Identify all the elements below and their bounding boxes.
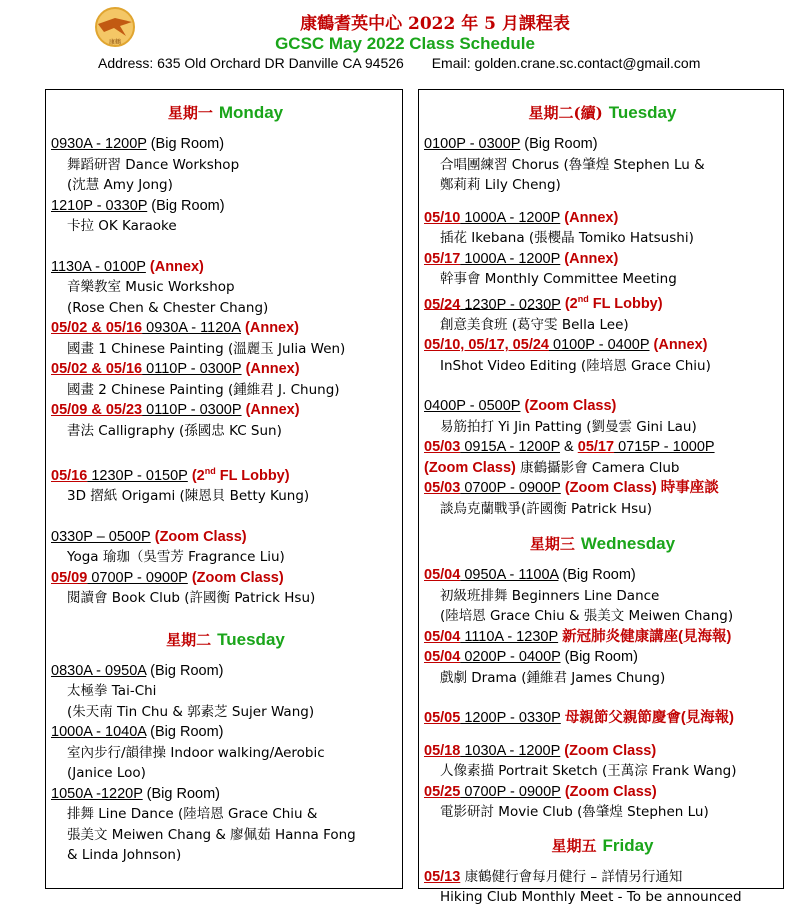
tuesday-class-time: 05/17 1000A - 1200P (Annex) xyxy=(424,250,619,267)
tuesday-class-name: InShot Video Editing (陸培恩 Grace Chiu) xyxy=(440,357,711,374)
monday-class-name: Yoga 瑜珈（吳雪芳 Fragrance Liu) xyxy=(67,549,285,566)
tuesday-class-teacher: (Janice Loo) xyxy=(67,765,146,782)
email-text: Email: golden.crane.sc.contact@gmail.com xyxy=(431,55,701,71)
monday-class-time: 1130A - 0100P (Annex) xyxy=(51,258,204,275)
monday-class-time: 0330P – 0500P (Zoom Class) xyxy=(51,528,247,545)
monday-class-name: 舞蹈研習 Dance Workshop xyxy=(67,156,240,173)
monday-class-time: 05/16 1230P - 0150P (2nd FL Lobby) xyxy=(51,466,290,484)
monday-class-teacher: (Rose Chen & Chester Chang) xyxy=(67,299,269,316)
monday-class-name: 閱讀會 Book Club (許國衡 Patrick Hsu) xyxy=(67,590,316,607)
tuesday-class-name: 插花 Ikebana (張櫻晶 Tomiko Hatsushi) xyxy=(440,230,694,246)
tuesday-class-time: 1050A -1220P (Big Room) xyxy=(51,785,221,802)
monday-class-name: 書法 Calligraphy (孫國忠 KC Sun) xyxy=(67,422,282,439)
day-heading-tuesday-cont: 星期二(續) Tuesday xyxy=(528,103,677,122)
monday-class-name: 國畫 2 Chinese Painting (鍾維君 J. Chung) xyxy=(67,381,340,398)
monday-class-time: 05/02 & 05/16 0110P - 0300P (Annex) xyxy=(51,361,300,377)
tuesday-class-teacher: (朱天南 Tin Chu & 郭素芝 Sujer Wang) xyxy=(67,703,315,720)
wednesday-class-time: 05/05 1200P - 0330P 母親節父親節慶會(見海報) xyxy=(424,710,734,727)
address-line xyxy=(98,55,700,71)
tuesday-class-time: 05/10, 05/17, 05/24 0100P - 0400P (Annex) xyxy=(424,337,708,354)
monday-class-time: 05/09 0700P - 0900P (Zoom Class) xyxy=(51,569,284,586)
monday-class-teacher: (沈慧 Amy Jong) xyxy=(67,177,173,193)
left-column xyxy=(45,89,403,889)
wednesday-class-time: 05/18 1030A - 1200P (Zoom Class) xyxy=(424,742,657,759)
day-heading-wednesday: 星期三 Wednesday xyxy=(529,534,676,554)
day-heading-friday: 星期五 Friday xyxy=(551,835,654,855)
address-text: Address: 635 Old Orchard DR Danville CA 94526 xyxy=(98,55,404,71)
tuesday-class-time: 0830A - 0950A (Big Room) xyxy=(51,662,224,679)
tuesday-class-time: 0400P - 0500P (Zoom Class) xyxy=(424,398,617,415)
tuesday-class-name: (Zoom Class) 康鶴攝影會 Camera Club xyxy=(424,459,680,476)
tuesday-class-name: 合唱團練習 Chorus (魯肇煌 Stephen Lu & xyxy=(440,156,705,173)
friday-class-name: Hiking Club Monthly Meet - To be announced xyxy=(440,889,742,906)
tuesday-class-time: 0100P - 0300P (Big Room) xyxy=(424,136,598,152)
monday-class-name: 3D 摺紙 Origami (陳恩貝 Betty Kung) xyxy=(67,488,310,505)
tuesday-class-name: 太極拳 Tai-Chi xyxy=(67,683,157,700)
tuesday-class-teacher: & Linda Johnson) xyxy=(67,847,182,864)
tuesday-class-time: 1000A - 1040A (Big Room) xyxy=(51,724,224,741)
monday-class-time: 1210P - 0330P (Big Room) xyxy=(51,197,225,214)
wednesday-class-time: 05/25 0700P - 0900P (Zoom Class) xyxy=(424,783,657,800)
tuesday-class-name: 幹事會 Monthly Committee Meeting xyxy=(440,271,677,287)
wednesday-class-name: 戲劇 Drama (鍾維君 James Chung) xyxy=(440,669,666,686)
wednesday-class-teacher: (陸培恩 Grace Chiu & 張美文 Meiwen Chang) xyxy=(440,608,734,625)
tuesday-class-name: 易筋拍打 Yi Jin Patting (劉曼雲 Gini Lau) xyxy=(440,418,697,435)
monday-class-time: 05/02 & 05/16 0930A - 1120A (Annex) xyxy=(51,320,300,336)
tuesday-class-time: 05/03 0915A - 1200P & 05/17 0715P - 1000P xyxy=(424,439,715,456)
tuesday-class-time: 05/10 1000A - 1200P (Annex) xyxy=(424,209,619,226)
wednesday-class-name: 人像素描 Portrait Sketch (王萬淙 Frank Wang) xyxy=(440,763,737,780)
monday-class-name: 音樂教室 Music Workshop xyxy=(67,279,235,295)
tuesday-class-name: 創意美食班 (葛守雯 Bella Lee) xyxy=(440,316,629,333)
monday-class-time: 05/09 & 05/23 0110P - 0300P (Annex) xyxy=(51,402,300,418)
title-chinese: 康鶴耆英中心 2022 年 5 月課程表 xyxy=(300,14,570,34)
tuesday-class-name: 排舞 Line Dance (陸培恩 Grace Chiu & xyxy=(67,806,318,823)
wednesday-class-name: 初級班排舞 Beginners Line Dance xyxy=(440,587,660,604)
monday-class-name: 卡拉 OK Karaoke xyxy=(67,218,177,234)
right-column xyxy=(418,89,784,906)
wednesday-class-time: 05/04 0200P - 0400P (Big Room) xyxy=(424,649,638,666)
wednesday-class-name: 電影研討 Movie Club (魯肇煌 Stephen Lu) xyxy=(440,804,709,821)
tuesday-class-name: 室內步行/韻律操 Indoor walking/Aerobic xyxy=(67,744,325,761)
tuesday-class-time: 05/24 1230P - 0230P (2nd FL Lobby) xyxy=(424,294,663,313)
tuesday-class-teacher: 鄭莉莉 Lily Cheng) xyxy=(440,177,561,193)
wednesday-class-time: 05/04 1110A - 1230P 新冠肺炎健康講座(見海報) xyxy=(424,628,732,645)
tuesday-class-name: 談烏克蘭戰爭(許國衡 Patrick Hsu) xyxy=(440,500,652,517)
monday-class-name: 國畫 1 Chinese Painting (溫麗玉 Julia Wen) xyxy=(67,340,346,357)
tuesday-class-time: 05/03 0700P - 0900P (Zoom Class) 時事座談 xyxy=(424,480,719,497)
svg-text:康鶴: 康鶴 xyxy=(108,39,122,46)
title-english: GCSC May 2022 Class Schedule xyxy=(275,34,535,53)
friday-class-time: 05/13 康鶴健行會每月健行 – 詳情另行通知 xyxy=(424,868,683,885)
tuesday-class-teacher: 張美文 Meiwen Chang & 廖佩茹 Hanna Fong xyxy=(67,826,356,843)
day-heading-monday: 星期一 Monday xyxy=(167,103,284,122)
wednesday-class-time: 05/04 0950A - 1100A (Big Room) xyxy=(424,567,636,584)
monday-class-time: 0930A - 1200P (Big Room) xyxy=(51,136,225,152)
day-heading-tuesday: 星期二 Tuesday xyxy=(166,629,285,649)
